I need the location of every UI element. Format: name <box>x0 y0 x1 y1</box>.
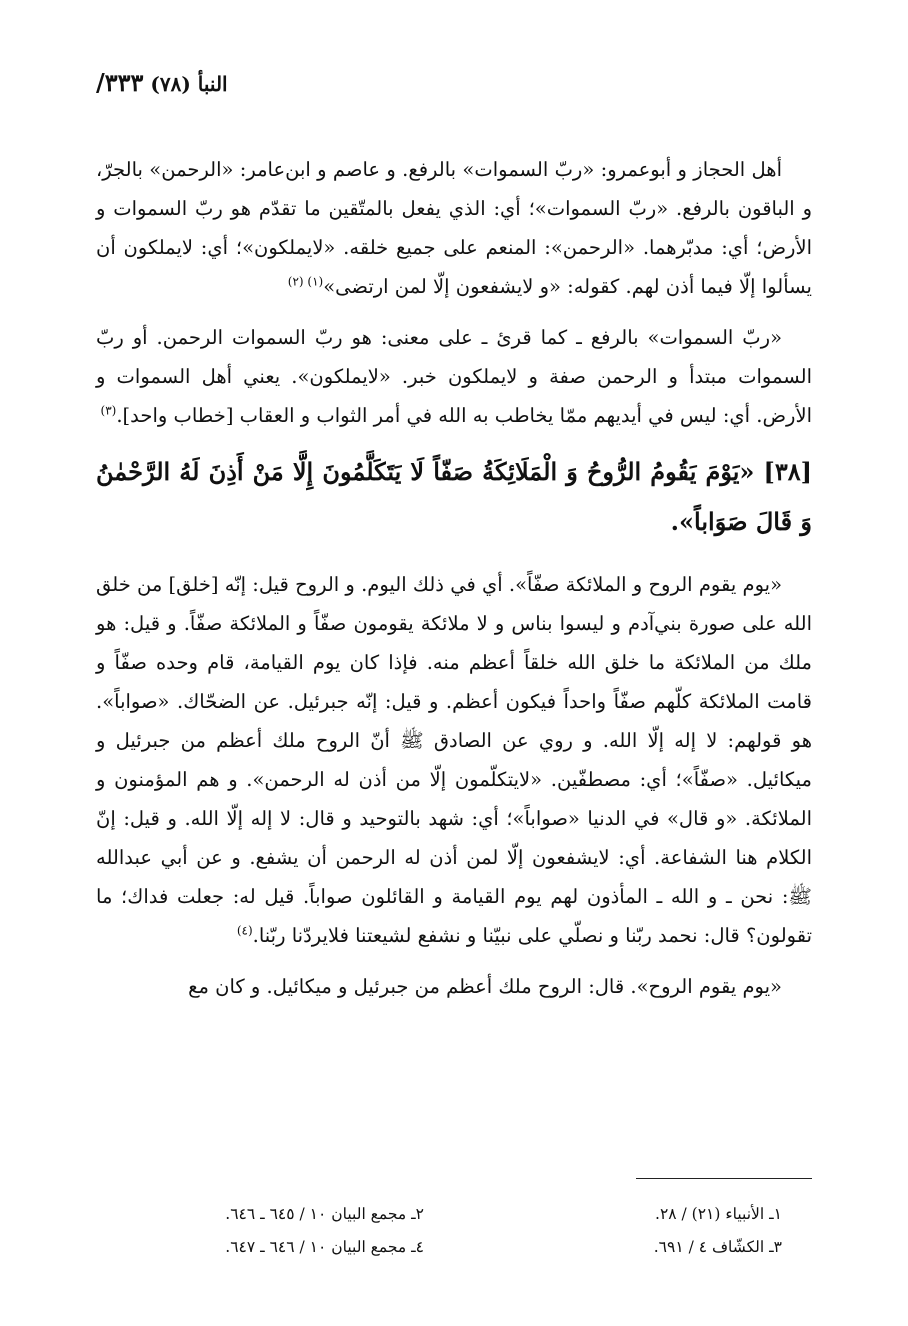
paragraph <box>96 565 812 955</box>
paragraph <box>96 150 812 306</box>
footnote-row <box>96 1231 812 1264</box>
paragraph-text: «يوم يقوم الروح». قال: الروح ملك أعظم من جبرئيل و ميكائيل. و كان مع <box>188 975 782 998</box>
footnote-ref: (١) (٢) <box>287 274 324 289</box>
verse-text: [٣٨] «يَوْمَ يَقُومُ الرُّوحُ وَ الْمَلَائِكَةُ صَفّاً لَا يَتَكَلَّمُونَ إِلَّا مَنْ أَذِنَ لَهُ الرَّحْمٰنُ وَ قَالَ صَوَاباً». <box>96 457 812 536</box>
footnote: ١ـ الأنبياء (٢١) / ٢٨. <box>655 1205 782 1223</box>
body-text <box>96 150 812 1006</box>
paragraph <box>96 318 812 435</box>
footnote-divider <box>636 1178 812 1179</box>
footnotes <box>96 1198 812 1264</box>
footnote: ٢ـ مجمع البيان ١٠ / ٦٤٥ ـ ٦٤٦. <box>225 1205 424 1223</box>
surah-title: النبأ (٧٨) <box>150 72 228 96</box>
page <box>96 68 812 1286</box>
paragraph-text: «يوم يقوم الروح و الملائكة صفّاً». أي في ذلك اليوم. و الروح قيل: إنّه [خلق] من خلق الله على صورة بني‌آدم و ليسوا بناس و لا ملائكة يقومون صفّاً و الملائكة صفّاً. و قيل: هو ملك من الملائكة ما خلق الله خلقاً أعظم منه. فإذا كان يوم القيامة، قام وحده صفّاً و قامت الملائكة كلّهم صفّاً واحداً فيكون أعظم. و قيل: إنّه جبرئيل. عن الضحّاك. «صواباً». هو قولهم: لا إله إلّا الله. و روي عن الصادق ﷺ أنّ الروح ملك أعظم من جبرئيل و ميكائيل. «صفّاً»؛ أي: مصطفّين. «لايتكلّمون إلّا من أذن له الرحمن». و هم المؤمنون و الملائكة. «و قال» في الدنيا «صواباً»؛ أي: شهد بالتوحيد و قال: لا إله إلّا الله. و قيل: إنّ الكلام هنا الشفاعة. أي: لايشفعون إلّا لمن أذن له الرحمن أن يشفع. و عن أبي عبدالله ﷺ: نحن ـ و الله ـ المأذون لهم يوم القيامة و القائلون صواباً. قيل له: جعلت فداك؛ ما تقولون؟ قال: نحمد ربّنا و نصلّي على نبيّنا و نشفع لشيعتنا فلايردّنا ربّنا. <box>96 573 812 947</box>
running-head <box>96 68 228 97</box>
page-number: ٣٣٣/ <box>96 68 144 97</box>
paragraph <box>96 967 812 1006</box>
footnote: ٤ـ مجمع البيان ١٠ / ٦٤٦ ـ ٦٤٧. <box>225 1238 424 1256</box>
paragraph-text: أهل الحجاز و أبوعمرو: «ربّ السموات» بالرفع. و عاصم و ابن‌عامر: «الرحمن» بالجرّ، و الباقون بالرفع. «ربّ السموات»؛ أي: الذي يفعل بالمتّقين ما تقدّم هو ربّ السموات و الأرض؛ أي: مدبّرهما. «الرحمن»: المنعم على جميع خلقه. «لايملكون»؛ أي: لايملكون أن يسألوا إلّا فيما أذن لهم. كقوله: «و لايشفعون إلّا لمن ارتضى» <box>96 158 812 298</box>
footnote: ٣ـ الكشّاف ٤ / ٦٩١. <box>653 1238 782 1256</box>
footnote-row <box>96 1198 812 1231</box>
footnote-ref: (٤) <box>236 923 253 938</box>
footnote-ref: (٣) <box>100 403 117 418</box>
quran-verse <box>96 447 812 547</box>
paragraph-text: «ربّ السموات» بالرفع ـ كما قرئ ـ على معنى: هو ربّ السموات الرحمن. أو ربّ السموات مبتدأ و الرحمن صفة و لايملكون خبر. «لايملكون». يعني أهل السموات و الأرض. أي: ليس في أيديهم ممّا يخاطب به الله في أمر الثواب و العقاب [خطاب واحد]. <box>96 326 812 427</box>
